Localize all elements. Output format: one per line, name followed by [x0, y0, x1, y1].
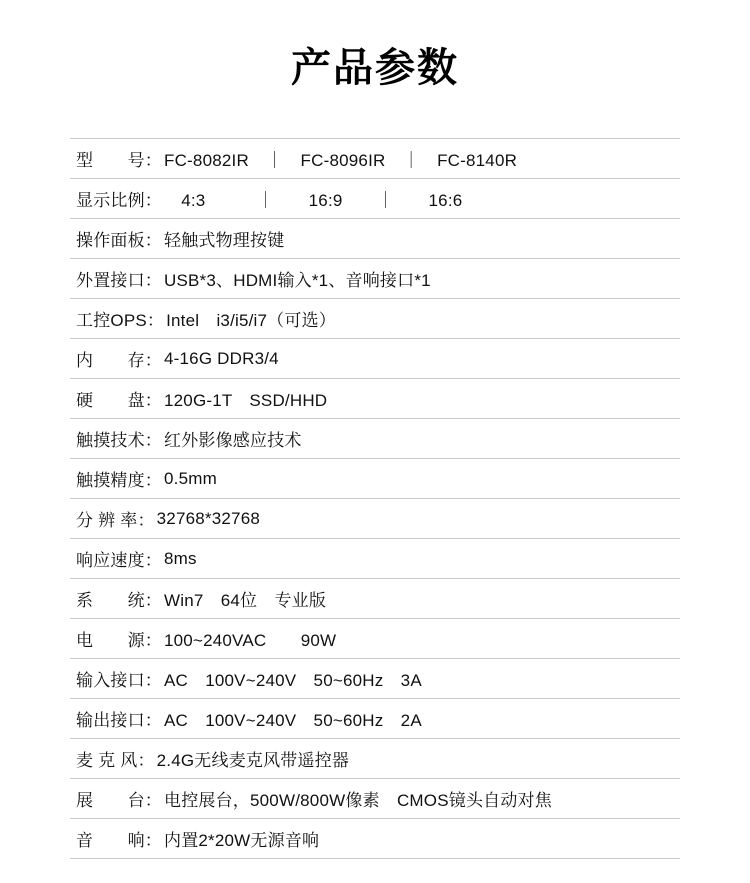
- row-content: [70, 379, 680, 418]
- spec-value: AC 100V~240V 50~60Hz 2A: [164, 711, 422, 730]
- table-cell: [70, 379, 680, 419]
- table-cell: [70, 299, 680, 339]
- table-row: [70, 659, 680, 699]
- table-row: [70, 179, 680, 219]
- table-cell: [70, 219, 680, 259]
- row-content: [70, 819, 680, 858]
- table-row: [70, 459, 680, 499]
- table-row: [70, 579, 680, 619]
- table-row: [70, 739, 680, 779]
- spec-label: 触摸技术：: [76, 431, 162, 450]
- spec-label: 展 台：: [76, 791, 162, 810]
- spec-value: 轻触式物理按键: [164, 231, 285, 250]
- spec-label: 分 辨 率：: [76, 511, 155, 530]
- spec-label: 型 号：: [76, 151, 162, 170]
- table-cell: [70, 259, 680, 299]
- row-content: [70, 139, 680, 178]
- row-content: [70, 339, 680, 378]
- table-cell: [70, 339, 680, 379]
- row-content: [70, 299, 680, 338]
- spec-value: 4:3 ｜ 16:9 ｜ 16:6: [164, 191, 463, 210]
- spec-value: USB*3、HDMI输入*1、音响接口*1: [164, 271, 431, 290]
- spec-label: 外置接口：: [76, 271, 162, 290]
- table-cell: [70, 179, 680, 219]
- spec-label: 麦 克 风：: [76, 751, 155, 770]
- table-cell: [70, 459, 680, 499]
- table-cell: [70, 819, 680, 859]
- table-row: [70, 699, 680, 739]
- table-row: [70, 419, 680, 459]
- table-cell: [70, 779, 680, 819]
- table-cell: [70, 539, 680, 579]
- spec-table-body: [70, 139, 680, 859]
- spec-value: 内置2*20W无源音响: [164, 831, 320, 850]
- table-row: [70, 339, 680, 379]
- table-cell: [70, 739, 680, 779]
- table-row: [70, 539, 680, 579]
- spec-value: 8ms: [164, 548, 197, 568]
- row-content: [70, 499, 680, 538]
- table-cell: [70, 579, 680, 619]
- spec-label: 音 响：: [76, 831, 162, 850]
- table-cell: [70, 499, 680, 539]
- table-row: [70, 499, 680, 539]
- table-cell: [70, 419, 680, 459]
- spec-value: 0.5mm: [164, 468, 217, 488]
- spec-value: 100~240VAC 90W: [164, 631, 337, 650]
- table-row: [70, 379, 680, 419]
- row-content: [70, 619, 680, 658]
- spec-label: 输出接口：: [76, 711, 162, 730]
- spec-label: 工控OPS：: [76, 311, 165, 330]
- spec-label: 触摸精度：: [76, 471, 162, 490]
- spec-value: AC 100V~240V 50~60Hz 3A: [164, 671, 422, 690]
- spec-label: 操作面板：: [76, 231, 162, 250]
- spec-value: 2.4G无线麦克风带遥控器: [156, 751, 350, 770]
- spec-value: FC-8082IR ｜ FC-8096IR ｜ FC-8140R: [164, 151, 518, 170]
- spec-label: 响应速度：: [76, 551, 162, 570]
- page-title: 产品参数: [291, 46, 459, 90]
- spec-value: 120G-1T SSD/HHD: [164, 391, 328, 410]
- table-row: [70, 299, 680, 339]
- spec-label: 内 存：: [76, 351, 162, 370]
- spec-value: Win7 64位 专业版: [164, 591, 327, 610]
- row-content: [70, 419, 680, 458]
- table-row: [70, 819, 680, 859]
- row-content: [70, 699, 680, 738]
- row-content: [70, 579, 680, 618]
- spec-value: 红外影像感应技术: [164, 431, 302, 450]
- row-content: [70, 459, 680, 498]
- spec-label: 系 统：: [76, 591, 162, 610]
- spec-value: Intel i3/i5/i7（可选）: [166, 311, 336, 330]
- table-cell: [70, 619, 680, 659]
- table-cell: [70, 699, 680, 739]
- spec-label: 显示比例：: [76, 191, 162, 210]
- table-row: [70, 779, 680, 819]
- row-content: [70, 259, 680, 298]
- spec-label: 硬 盘：: [76, 391, 162, 410]
- spec-table: [70, 138, 680, 859]
- table-row: [70, 219, 680, 259]
- row-content: [70, 739, 680, 778]
- table-row: [70, 619, 680, 659]
- table-cell: [70, 659, 680, 699]
- row-content: [70, 219, 680, 258]
- row-content: [70, 779, 680, 818]
- row-content: [70, 539, 680, 578]
- row-content: [70, 179, 680, 218]
- row-content: [70, 659, 680, 698]
- table-cell: [70, 139, 680, 179]
- table-row: [70, 259, 680, 299]
- spec-value: 4-16G DDR3/4: [164, 348, 279, 368]
- spec-label: 电 源：: [76, 631, 162, 650]
- table-row: [70, 139, 680, 179]
- spec-value: 电控展台，500W/800W像素 CMOS镜头自动对焦: [164, 791, 552, 810]
- spec-label: 输入接口：: [76, 671, 162, 690]
- spec-value: 32768*32768: [156, 508, 261, 528]
